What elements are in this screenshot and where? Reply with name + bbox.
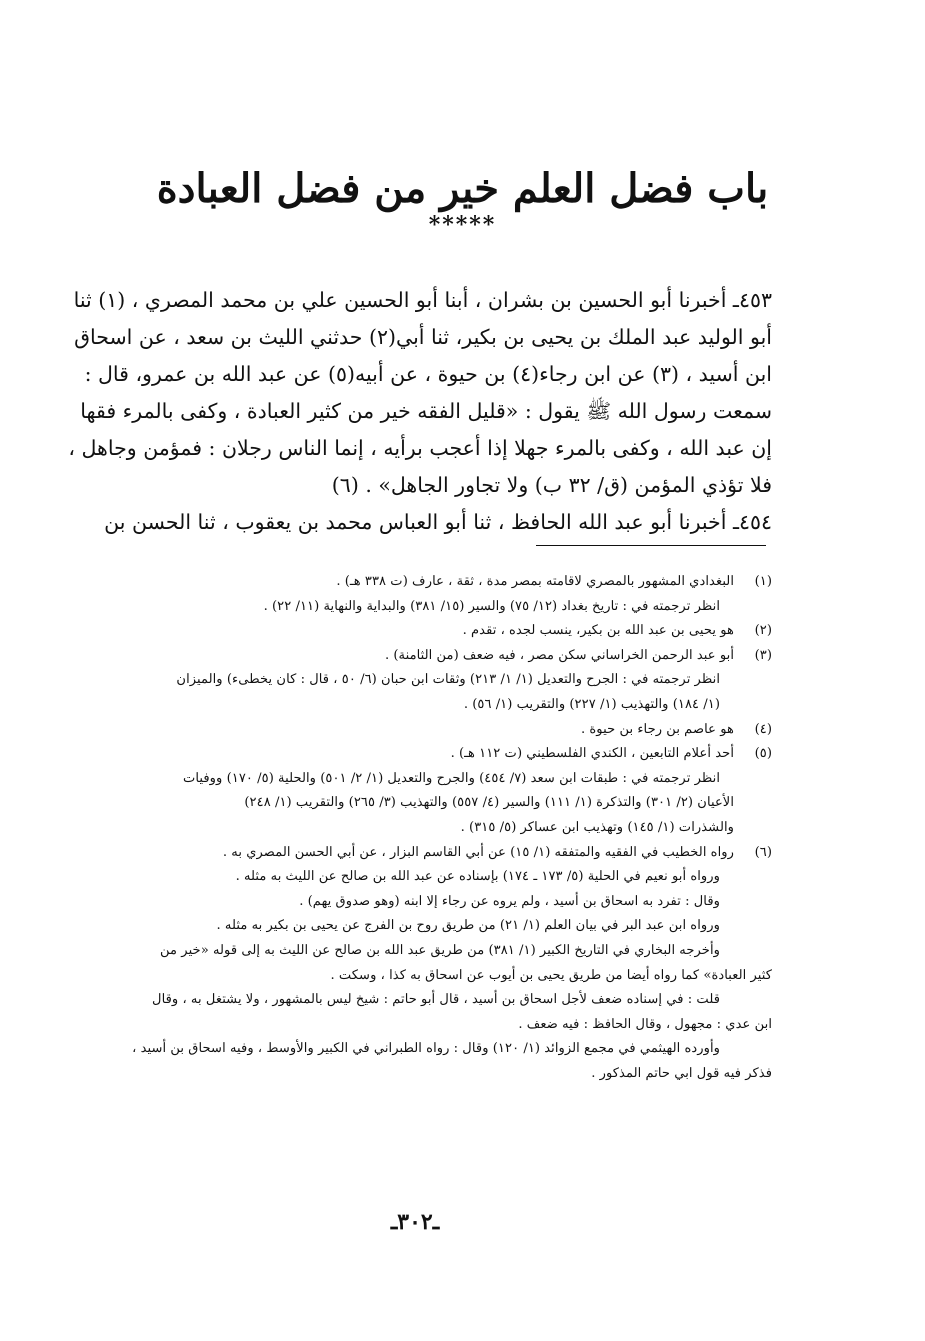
- footnote-line: ورواه أبو نعيم في الحلية (٥/ ١٧٣ ـ ١٧٤) بإسناده عن عبد الله بن صالح عن الليث به مثله .: [235, 869, 720, 885]
- footnote-line: قلت : في إسناده ضعف لأجل اسحاق بن أسيد ، قال أبو حاتم : شيخ ليس بالمشهور ، ولا يشتغل به ، وقال: [152, 992, 720, 1008]
- main-text-line: ٤٥٤ـ أخبرنا أبو عبد الله الحافظ ، ثنا أبو العباس محمد بن يعقوب ، ثنا الحسن بن: [104, 510, 772, 534]
- footnote-line: أبو عبد الرحمن الخراساني سكن مصر ، فيه ضعف (من الثامنة) .: [384, 647, 734, 663]
- footnote-body: [62, 644, 734, 718]
- footnote-line: الأعيان (٢/ ٣٠١) والتذكرة (١/ ١١١) والسير (٤/ ٥٥٧) والتهذيب (٣/ ٢٦٥) والتقريب (١/ ٢٤٨): [244, 795, 734, 811]
- main-text-line: ٤٥٣ـ أخبرنا أبو الحسين بن بشران ، أبنا أبو الحسين علي بن محمد المصري ، (١) ثنا: [73, 288, 772, 312]
- footnote-number: (٦): [754, 844, 772, 860]
- main-text-line: فلا تؤذي المؤمن (ق/ ٣٢ ب) ولا تجاور الجاهل» . (٦): [331, 473, 772, 497]
- footnote-line: هو عاصم بن رجاء بن حيوة .: [581, 721, 734, 737]
- footnote-line: وأورده الهيثمي في مجمع الزوائد (١/ ١٢٠) وقال : رواه الطبراني في الكبير والأوسط ، وفيه اسحاق بن أسيد ،: [132, 1041, 720, 1057]
- footnote-body: [62, 742, 734, 840]
- footnote: [62, 619, 772, 644]
- footnote: [62, 742, 772, 840]
- footnote-line: والشذرات (١/ ١٤٥) وتهذيب ابن عساكر (٥/ ٣١٥) .: [460, 819, 734, 835]
- footnote-line: وقال : تفرد به اسحاق بن أسيد ، ولم يروه عن رجاء إلا ابنه (وهو صدوق يهم) .: [299, 893, 720, 909]
- footnote-number: (٥): [754, 746, 772, 762]
- footnote-line: انظر ترجمته في : الجرح والتعديل (١/ ١/ ٢١٣) وثقات ابن حبان (٦/ ٥٠ ، قال : كان يخطىء) والميزان: [176, 672, 720, 688]
- main-text-line: سمعت رسول الله ﷺ يقول : «قليل الفقه خير من كثير العبادة ، وكفى بالمرء فقها: [80, 399, 772, 423]
- footnote-line: البغدادي المشهور بالمصري لاقامته بمصر مدة ، ثقة ، عارف (ت ٣٣٨ هـ) .: [336, 574, 734, 589]
- footnote-separator: [536, 545, 766, 546]
- footnote-line: انظر ترجمته في : تاريخ بغداد (١٢/ ٧٥) والسير (١٥/ ٣٨١) والبداية والنهاية (١١/ ٢٢) .: [263, 598, 720, 614]
- footnote: [62, 841, 772, 1087]
- footnote-line: أحد أعلام التابعين ، الكندي الفلسطيني (ت ١١٢ هـ) .: [450, 746, 734, 762]
- page-number: ـ٣٠٢ـ: [390, 1209, 440, 1235]
- footnote-line: ورواه ابن عبد البر في بيان العلم (١/ ٢١) من طريق روح بن الفرج عن يحيى بن بكير به مثله .: [216, 918, 720, 934]
- footnotes: [62, 570, 772, 1086]
- footnote-number: (٢): [754, 623, 772, 639]
- title-ornament: *****: [428, 212, 497, 238]
- footnote: [62, 570, 772, 619]
- footnote-line: هو يحيى بن عبد الله بن بكير، ينسب لجده ، تقدم .: [462, 623, 734, 639]
- footnote-line: وأخرجه البخاري في التاريخ الكبير (١/ ٣٨١) من طريق عبد الله بن صالح عن الليث به إلى قوله «خير من: [160, 942, 720, 958]
- main-text-line: أبو الوليد عبد الملك بن يحيى بن بكير، ثنا أبي(٢) حدثني الليث بن سعد ، عن اسحاق: [74, 325, 772, 349]
- footnote: [62, 644, 772, 718]
- footnote-line: رواه الخطيب في الفقيه والمتفقه (١/ ١٥) عن أبي القاسم البزار ، عن أبي الحسن المصري به .: [222, 844, 734, 860]
- main-text-line: إن عبد الله ، وكفى بالمرء جهلا إذا أعجب برأيه ، إنما الناس رجلان : فمؤمن وجاهل ،: [68, 436, 772, 460]
- footnote-number: (٣): [754, 647, 772, 663]
- footnote-line: ابن عدي : مجهول ، وقال الحافظ : فيه ضعف .: [518, 1016, 772, 1032]
- chapter-title: باب فضل العلم خير من فضل العبادة: [156, 165, 769, 212]
- footnote-line: انظر ترجمته في : طبقات ابن سعد (٧/ ٤٥٤) والجرح والتعديل (١/ ٢/ ٥٠١) والحلية (٥/ ١٧٠) ووفيات: [182, 770, 720, 786]
- footnote-body: [62, 570, 734, 619]
- footnote-line: (١/ ١٨٤) والتهذيب (١/ ٢٢٧) والتقريب (١/ ٥٦) .: [463, 696, 720, 712]
- footnote-body: [62, 619, 734, 644]
- footnote-line: كثير العبادة» كما رواه أيضا من طريق يحيى بن أيوب عن اسحاق به كذا ، وسكت .: [330, 967, 772, 983]
- footnote-number: (١): [754, 574, 772, 589]
- footnote-line: فذكر فيه قول ابي حاتم المذكور .: [591, 1065, 772, 1081]
- footnote-body: [62, 718, 734, 743]
- footnote: [62, 718, 772, 743]
- footnote-number: (٤): [754, 721, 772, 737]
- footnote-body: [62, 841, 772, 1087]
- main-text: [62, 282, 772, 541]
- main-text-line: ابن أسيد ، (٣) عن ابن رجاء(٤) بن حيوة ، عن أبيه(٥) عن عبد الله بن عمرو، قال :: [84, 362, 772, 386]
